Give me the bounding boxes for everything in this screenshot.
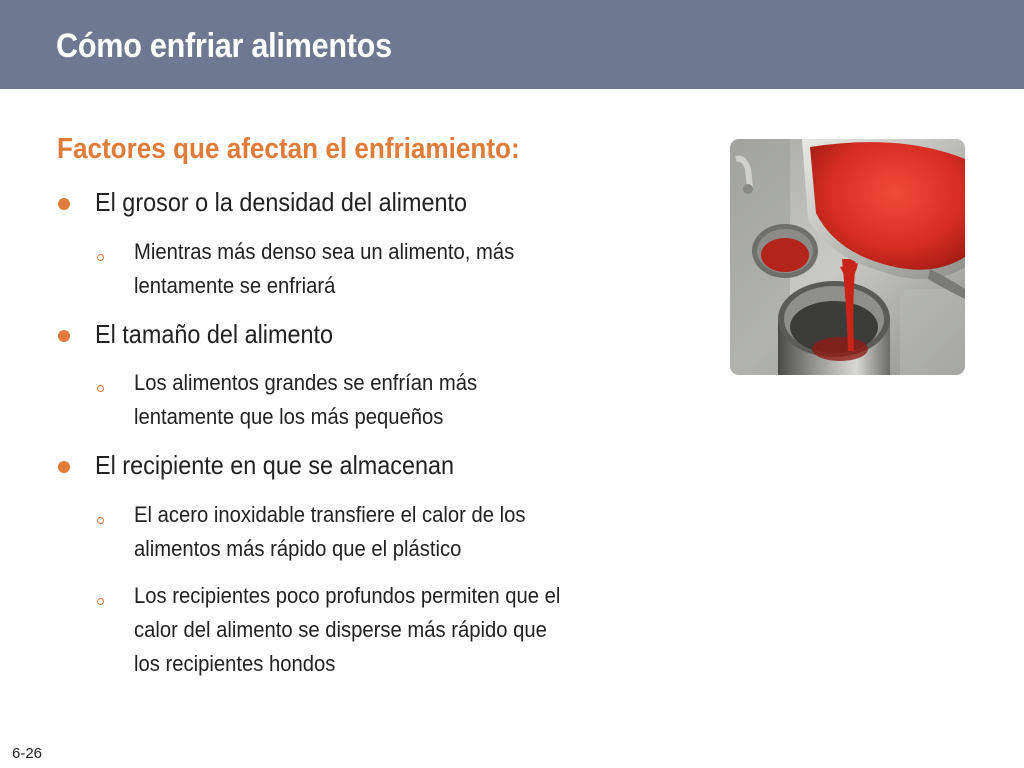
bullet-text: El tamaño del alimento [95,319,334,349]
slide-number: 6-26 [12,745,43,762]
sub-bullet-text: Los alimentos grandes se enfrían más lentamente que los más pequeños [134,370,478,429]
bullet-marker [58,461,70,473]
title-bar [0,0,1024,89]
sub-bullet-marker [97,385,104,392]
sub-bullet-text: El acero inoxidable transfiere el calor de los alimentos más rápido que el plástico [134,502,526,561]
slide-subtitle: Factores que afectan el enfriamiento: [57,133,520,165]
sub-bullet-marker [97,254,104,261]
bullet-text: El recipiente en que se almacenan [95,450,455,480]
bullet-marker [58,198,70,210]
bullet-marker [58,330,70,342]
red-sauce-poured-into-steel-container-photo [730,139,965,375]
bullet-text: El grosor o la densidad del alimento [95,187,468,217]
sub-bullet-marker [97,598,104,605]
slide-title: Cómo enfriar alimentos [56,27,392,65]
sub-bullet-marker [97,517,104,524]
sub-bullet-text: Los recipientes poco profundos permiten que el calor del alimento se disperse más rápido que los recipientes hondos [134,583,561,676]
sub-bullet-text: Mientras más denso sea un alimento, más lentamente se enfriará [134,239,515,298]
